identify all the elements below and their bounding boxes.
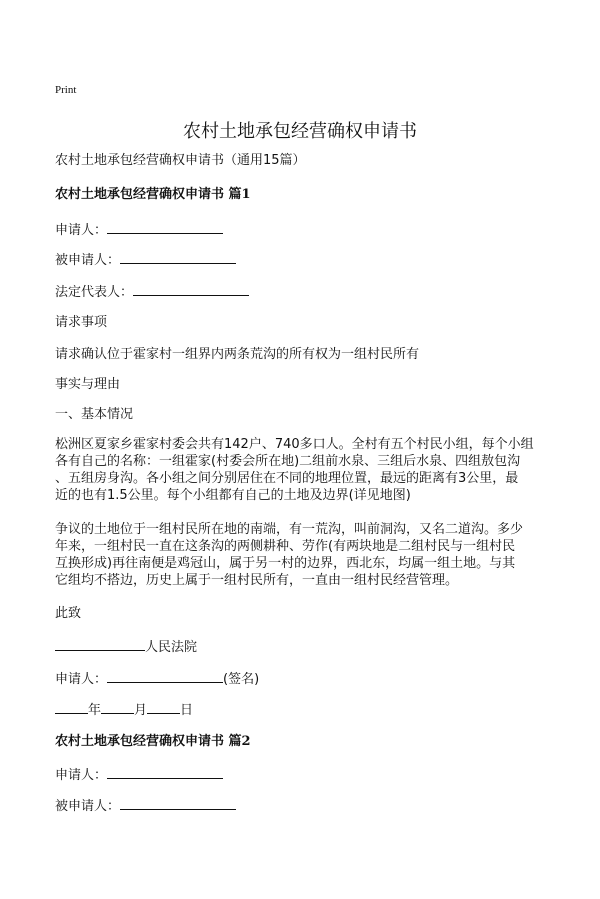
respondent-line	[55, 250, 236, 269]
respondent-blank	[120, 250, 236, 264]
paragraph-basic-info	[55, 436, 545, 504]
legal-rep-blank	[133, 282, 249, 296]
date-day: 日	[180, 703, 194, 718]
section1-heading: 农村土地承包经营确权申请书 篇1	[55, 187, 251, 202]
applicant-label: 申请人：	[55, 223, 108, 238]
day-blank	[147, 700, 180, 714]
legal-rep-label: 法定代表人：	[55, 285, 134, 300]
paragraph-line: 互换形成)再往南便是鸡冠山，属于另一村的边界，西北东，均属一组土地。与其	[55, 556, 516, 571]
salutation: 此致	[55, 606, 82, 621]
paragraph-line: 松洲区夏家乡霍家村委会共有142户、740多口人。全村有五个村民小组，每个小组	[55, 437, 534, 452]
paragraph-line: 、五组房身沟。各小组之间分别居住在不同的地理位置，最远的距离有3公里，最	[55, 471, 519, 486]
document-title: 农村土地承包经营确权申请书	[183, 121, 417, 142]
section2-respondent-label: 被申请人：	[55, 799, 121, 814]
signature-blank	[107, 669, 223, 683]
paragraph-line: 近的也有1.5公里。每个小组都有自己的土地及边界(详见地图)	[55, 488, 411, 503]
section2-applicant-line	[55, 765, 223, 784]
request-heading: 请求事项	[55, 315, 108, 330]
document-subtitle: 农村土地承包经营确权申请书（通用15篇）	[55, 153, 306, 168]
court-suffix: 人民法院	[145, 640, 198, 655]
section2-applicant-label: 申请人：	[55, 768, 108, 783]
legal-rep-line	[55, 282, 249, 301]
facts-heading: 事实与理由	[55, 377, 121, 392]
paragraph-line: 年来，一组村民一直在这条沟的两侧耕种、劳作(有两块地是二组村民与一组村民	[55, 539, 516, 554]
signature-line	[55, 669, 259, 688]
date-line	[55, 700, 193, 719]
month-blank	[101, 700, 134, 714]
section2-heading: 农村土地承包经营确权申请书 篇2	[55, 734, 251, 749]
sign-suffix: (签名)	[223, 672, 260, 687]
section2-respondent-line	[55, 796, 236, 815]
date-month: 月	[134, 703, 148, 718]
date-year: 年	[88, 703, 102, 718]
section2-applicant-blank	[107, 765, 223, 779]
paragraph-dispute	[55, 521, 545, 589]
court-line	[55, 637, 197, 656]
paragraph-line: 它组均不搭边，历史上属于一组村民所有，一直由一组村民经营管理。	[55, 573, 459, 588]
court-blank	[55, 637, 145, 651]
paragraph-line: 各有自己的名称：一组霍家(村委会所在地)二组前水泉、三组后水泉、四组敖包沟	[55, 454, 521, 469]
print-label[interactable]: Print	[55, 84, 77, 96]
applicant-line	[55, 220, 223, 239]
paragraph-line: 争议的土地位于一组村民所在地的南端，有一荒沟，叫前洞沟，又名二道沟。多少	[55, 522, 524, 537]
applicant-blank	[107, 220, 223, 234]
respondent-label: 被申请人：	[55, 253, 121, 268]
request-text: 请求确认位于霍家村一组界内两条荒沟的所有权为一组村民所有	[55, 347, 420, 362]
year-blank	[55, 700, 88, 714]
basic-heading: 一、基本情况	[55, 407, 134, 422]
sign-applicant-label: 申请人：	[55, 672, 108, 687]
section2-respondent-blank	[120, 796, 236, 810]
